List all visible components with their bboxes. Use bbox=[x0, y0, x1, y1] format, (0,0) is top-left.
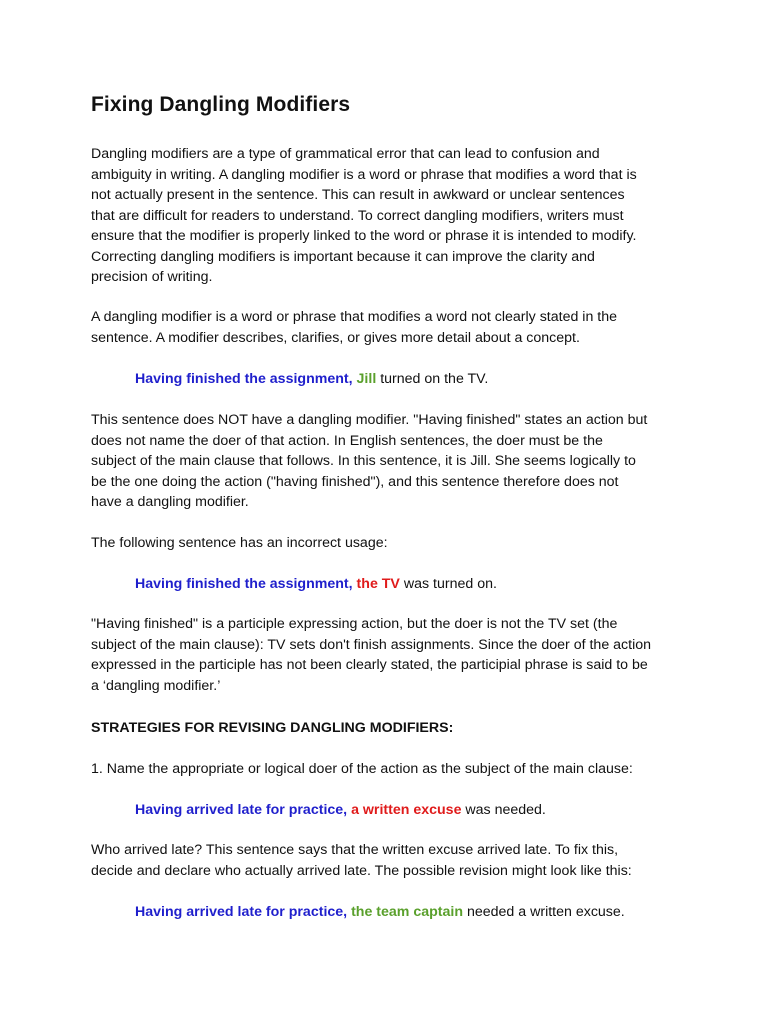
intro-paragraph: Dangling modifiers are a type of grammatical error that can lead to confusion and ambiguity in writing. A dangling modifier is a word or phrase that modifies a word that is not actually present in the sentence. This can result in awkward or unclear sentences that are difficult for readers to understand. To correct dangling modifiers, writers must ensure that the modifier is properly linked to the word or phrase it is intended to modify. Correcting dangling modifiers is important because it can improve the clarity and precision of writing. bbox=[91, 146, 637, 285]
example-sentence-revised-captain bbox=[135, 902, 625, 923]
strategy-step-1: 1. Name the appropriate or logical doer of the action as the subject of the main clause: bbox=[91, 761, 633, 777]
explanation-paragraph-1: This sentence does NOT have a dangling modifier. "Having finished" states an action but does not name the doer of that action. In English sentences, the doer must be the subject of the main clause that follows. In this sentence, it is Jill. She seems logically to be the one doing the action ("having finished"), and this sentence therefore does not have a dangling modifier. bbox=[91, 412, 648, 510]
definition-paragraph: A dangling modifier is a word or phrase that modifies a word not clearly stated in the sentence. A modifier describes, clarifies, or gives more detail about a concept. bbox=[91, 309, 618, 346]
example-modifier: Having arrived late for practice, bbox=[135, 904, 348, 920]
example-rest: was needed. bbox=[465, 802, 546, 818]
example-subject: the TV bbox=[356, 576, 400, 592]
example-modifier: Having finished the assignment, bbox=[135, 371, 353, 387]
who-arrived-paragraph: Who arrived late? This sentence says that the written excuse arrived late. To fix this, decide and declare who actually arrived late. The possible revision might look like this: bbox=[91, 842, 632, 879]
example-modifier: Having finished the assignment, bbox=[135, 576, 353, 592]
example-sentence-correct-jill bbox=[135, 369, 488, 390]
example-subject: the team captain bbox=[351, 904, 464, 920]
strategies-heading: STRATEGIES FOR REVISING DANGLING MODIFIERS: bbox=[91, 720, 454, 736]
example-sentence-incorrect-tv bbox=[135, 574, 497, 595]
example-rest: was turned on. bbox=[403, 576, 497, 592]
page-title: Fixing Dangling Modifiers bbox=[91, 93, 351, 116]
example-sentence-incorrect-excuse bbox=[135, 800, 546, 821]
example-subject: a written excuse bbox=[351, 802, 462, 818]
example-subject: Jill bbox=[356, 371, 377, 387]
explanation-paragraph-2: "Having finished" is a participle expressing action, but the doer is not the TV set (the subject of the main clause): TV sets don't finish assignments. Since the doer of the action expressed in the participle has not been clearly stated, the participial phrase is said to be a ‘dangling modifier.’ bbox=[91, 616, 652, 694]
example-modifier: Having arrived late for practice, bbox=[135, 802, 348, 818]
example-rest: needed a written excuse. bbox=[466, 904, 625, 920]
incorrect-usage-intro: The following sentence has an incorrect usage: bbox=[91, 535, 388, 551]
example-rest: turned on the TV. bbox=[380, 371, 489, 387]
